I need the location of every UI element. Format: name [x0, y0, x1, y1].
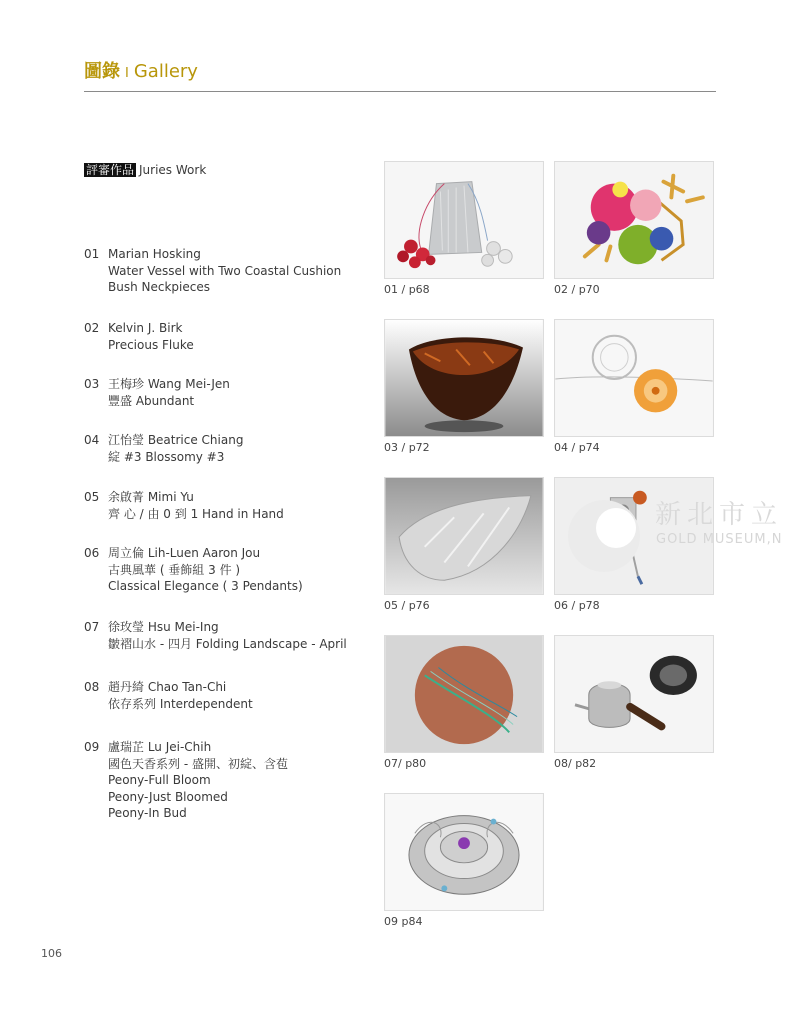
- entry-work: 豐盛 Abundant: [108, 393, 195, 408]
- entry-01: [84, 246, 341, 296]
- entry-work: 皺褶山水 - 四月 Folding Landscape - April: [108, 636, 347, 651]
- entry-work: 古典風華 ( 垂飾組 3 件 ): [108, 562, 241, 577]
- entry-03: [84, 376, 230, 409]
- artwork-thumbnail-08[interactable]: [554, 635, 714, 753]
- artwork-thumbnail-06[interactable]: [554, 477, 714, 595]
- artwork-thumbnail-03[interactable]: [384, 319, 544, 437]
- entry-artist: 江怡瑩 Beatrice Chiang: [108, 433, 244, 447]
- entry-number: 06: [84, 546, 100, 560]
- artwork-caption: 09 p84: [384, 915, 423, 928]
- classical-elegance-image: [555, 478, 713, 594]
- artwork-caption: 07/ p80: [384, 757, 427, 770]
- precious-fluke-image: [555, 162, 713, 278]
- artwork-caption: 04 / p74: [554, 441, 600, 454]
- entry-work: 依存系列 Interdependent: [108, 696, 253, 711]
- page-header: [84, 58, 716, 92]
- entry-work: 綻 #3 Blossomy #3: [108, 449, 225, 464]
- artwork-thumbnail-09[interactable]: [384, 793, 544, 911]
- entry-artist: Kelvin J. Birk: [108, 321, 183, 335]
- title-separator: I: [125, 66, 129, 81]
- artwork-thumbnail-01[interactable]: [384, 161, 544, 279]
- entry-artist: Marian Hosking: [108, 247, 201, 261]
- section-label: [84, 162, 206, 178]
- entry-09: [84, 739, 288, 822]
- artwork-caption: 02 / p70: [554, 283, 600, 296]
- entry-05: [84, 489, 284, 522]
- entry-number: 08: [84, 680, 100, 694]
- entry-artist: 盧瑞芷 Lu Jei-Chih: [108, 740, 212, 754]
- entry-work: Precious Fluke: [108, 337, 194, 352]
- entry-02: [84, 320, 194, 353]
- page-title-en: Gallery: [133, 61, 198, 82]
- entry-06: [84, 545, 303, 595]
- artwork-caption: 06 / p78: [554, 599, 600, 612]
- entry-07: [84, 619, 347, 652]
- peony-ring-image: [385, 794, 543, 910]
- interdependent-teapot-image: [555, 636, 713, 752]
- section-label-cn: 評審作品: [86, 163, 135, 177]
- entry-number: 04: [84, 433, 100, 447]
- blossomy-image: [555, 320, 713, 436]
- entry-08: [84, 679, 253, 712]
- entry-artist: 趙丹綺 Chao Tan-Chi: [108, 680, 227, 694]
- entry-number: 09: [84, 740, 100, 754]
- entry-work: Peony-Full Bloom: [108, 773, 211, 787]
- artwork-caption: 01 / p68: [384, 283, 430, 296]
- entry-work: Peony-In Bud: [108, 806, 187, 820]
- watermark-text-en: GOLD MUSEUM,N: [656, 532, 783, 547]
- abundant-bowl-image: [385, 320, 543, 436]
- entry-artist: 王梅珍 Wang Mei-Jen: [108, 377, 230, 391]
- artwork-caption: 03 / p72: [384, 441, 430, 454]
- entry-work: Peony-Just Bloomed: [108, 789, 228, 804]
- entry-artist: 周立倫 Lih-Luen Aaron Jou: [108, 546, 261, 560]
- entry-number: 07: [84, 620, 100, 634]
- water-vessel-image: [385, 162, 543, 278]
- section-label-en: Juries Work: [139, 163, 207, 177]
- hand-in-hand-image: [385, 478, 543, 594]
- artwork-thumbnail-02[interactable]: [554, 161, 714, 279]
- entry-number: 03: [84, 377, 100, 391]
- entry-work: 國色天香系列 - 盛開、初綻、含苞: [108, 756, 288, 771]
- artwork-caption: 05 / p76: [384, 599, 430, 612]
- artwork-thumbnail-07[interactable]: [384, 635, 544, 753]
- entry-04: [84, 432, 243, 465]
- page-number: 106: [41, 947, 62, 960]
- entry-artist: 徐玫瑩 Hsu Mei-Ing: [108, 620, 219, 634]
- entry-artist: 余啟菁 Mimi Yu: [108, 490, 194, 504]
- entry-work: Classical Elegance ( 3 Pendants): [108, 579, 303, 593]
- page-title-cn: 圖錄: [84, 61, 120, 82]
- artwork-thumbnail-05[interactable]: [384, 477, 544, 595]
- entry-work: Bush Neckpieces: [108, 280, 210, 294]
- artwork-thumbnail-04[interactable]: [554, 319, 714, 437]
- entry-number: 01: [84, 247, 100, 261]
- entry-number: 02: [84, 321, 100, 335]
- watermark-text-cn: 新北市立: [655, 500, 784, 530]
- folding-landscape-image: [385, 636, 543, 752]
- artwork-caption: 08/ p82: [554, 757, 597, 770]
- entry-number: 05: [84, 490, 100, 504]
- entry-work: Water Vessel with Two Coastal Cushion: [108, 263, 342, 278]
- entry-work: 齊 心 / 由 0 到 1 Hand in Hand: [108, 506, 284, 521]
